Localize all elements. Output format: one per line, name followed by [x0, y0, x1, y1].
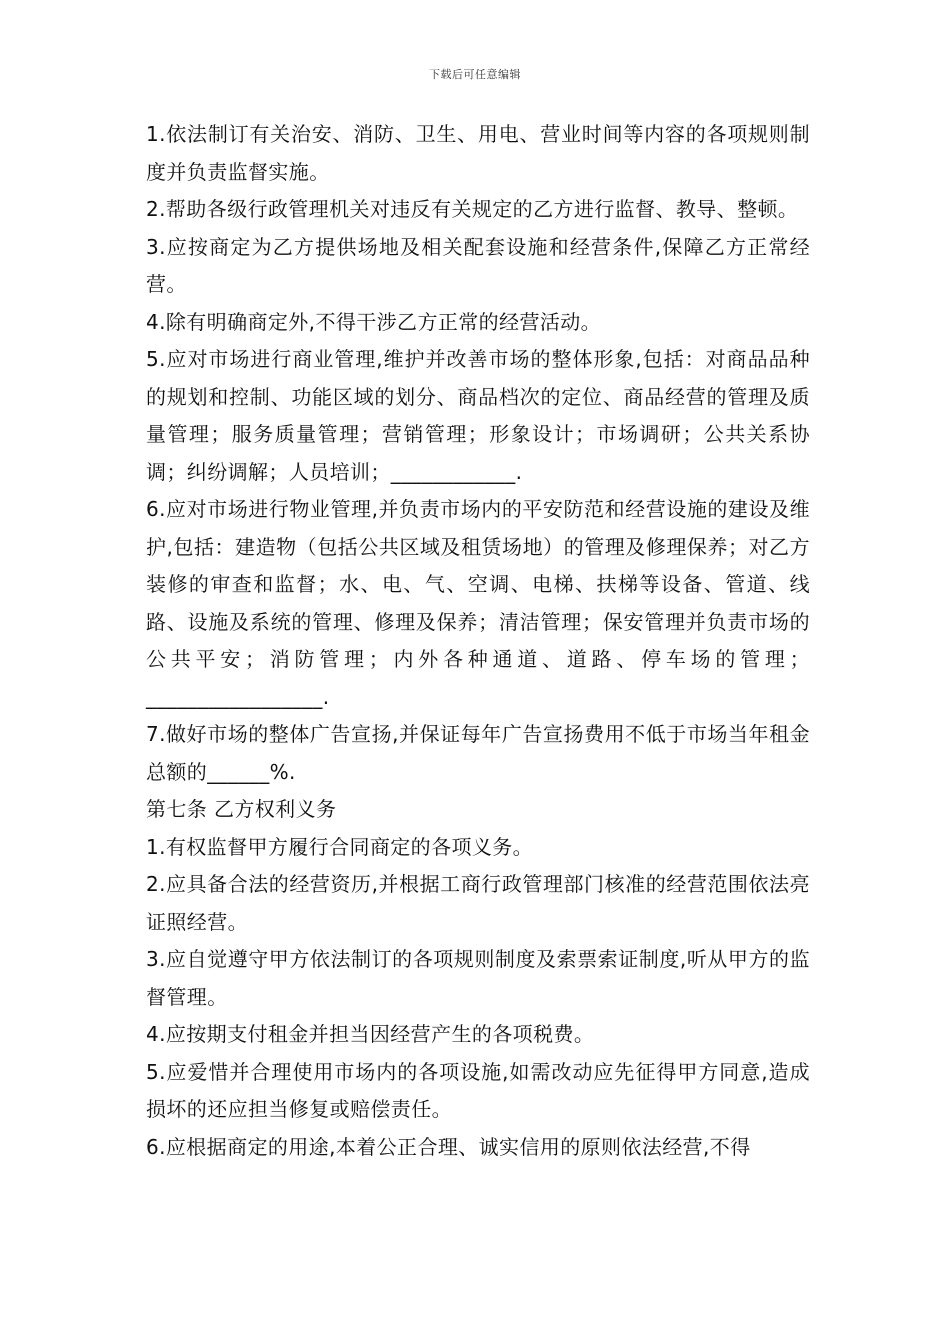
clause-paragraph: 5.应爱惜并合理使用市场内的各项设施,如需改动应先征得甲方同意,造成损坏的还应担当修复或赔偿责任。 [146, 1059, 810, 1121]
page-header: 下载后可任意编辑 [429, 68, 521, 81]
clause-paragraph: 4.应按期支付租金并担当因经营产生的各项税费。 [146, 1022, 595, 1046]
document-body [146, 116, 810, 1166]
clause-paragraph: 6.应对市场进行物业管理,并负责市场内的平安防范和经营设施的建设及维护,包括：建造物（包括公共区域及租赁场地）的管理及修理保养；对乙方装修的审查和监督；水、电、气、空调、电梯、扶梯等设备、管道、线路、设施及系统的管理、修理及保养；清洁管理；保安管理并负责市场的公共平安；消防管理；内外各种通道、道路、停车场的管理；_________________. [146, 497, 810, 709]
clause-paragraph: 6.应根据商定的用途,本着公正合理、诚实信用的原则依法经营,不得 [146, 1134, 751, 1159]
clause-paragraph: 4.除有明确商定外,不得干涉乙方正常的经营活动。 [146, 309, 602, 334]
clause-paragraph: 3.应自觉遵守甲方依法制订的各项规则制度及索票索证制度,听从甲方的监督管理。 [146, 947, 810, 1009]
clause-paragraph: 3.应按商定为乙方提供场地及相关配套设施和经营条件,保障乙方正常经营。 [146, 234, 810, 296]
clause-paragraph: 1.依法制订有关治安、消防、卫生、用电、营业时间等内容的各项规则制度并负责监督实施。 [146, 122, 810, 184]
clause-paragraph: 7.做好市场的整体广告宣扬,并保证每年广告宣扬费用不低于市场当年租金总额的______%. [146, 722, 810, 784]
clause-paragraph: 2.应具备合法的经营资历,并根据工商行政管理部门核准的经营范围依法亮证照经营。 [146, 872, 810, 934]
clause-paragraph: 5.应对市场进行商业管理,维护并改善市场的整体形象,包括：对商品品种的规划和控制、功能区域的划分、商品档次的定位、商品经营的管理及质量管理；服务质量管理；营销管理；形象设计；市场调研；公共关系协调；纠纷调解；人员培训；____________. [146, 347, 810, 484]
clause-paragraph: 1.有权监督甲方履行合同商定的各项义务。 [146, 834, 534, 859]
section-heading: 第七条 乙方权利义务 [146, 797, 337, 821]
clause-paragraph: 2.帮助各级行政管理机关对违反有关规定的乙方进行监督、教导、整顿。 [146, 197, 799, 221]
